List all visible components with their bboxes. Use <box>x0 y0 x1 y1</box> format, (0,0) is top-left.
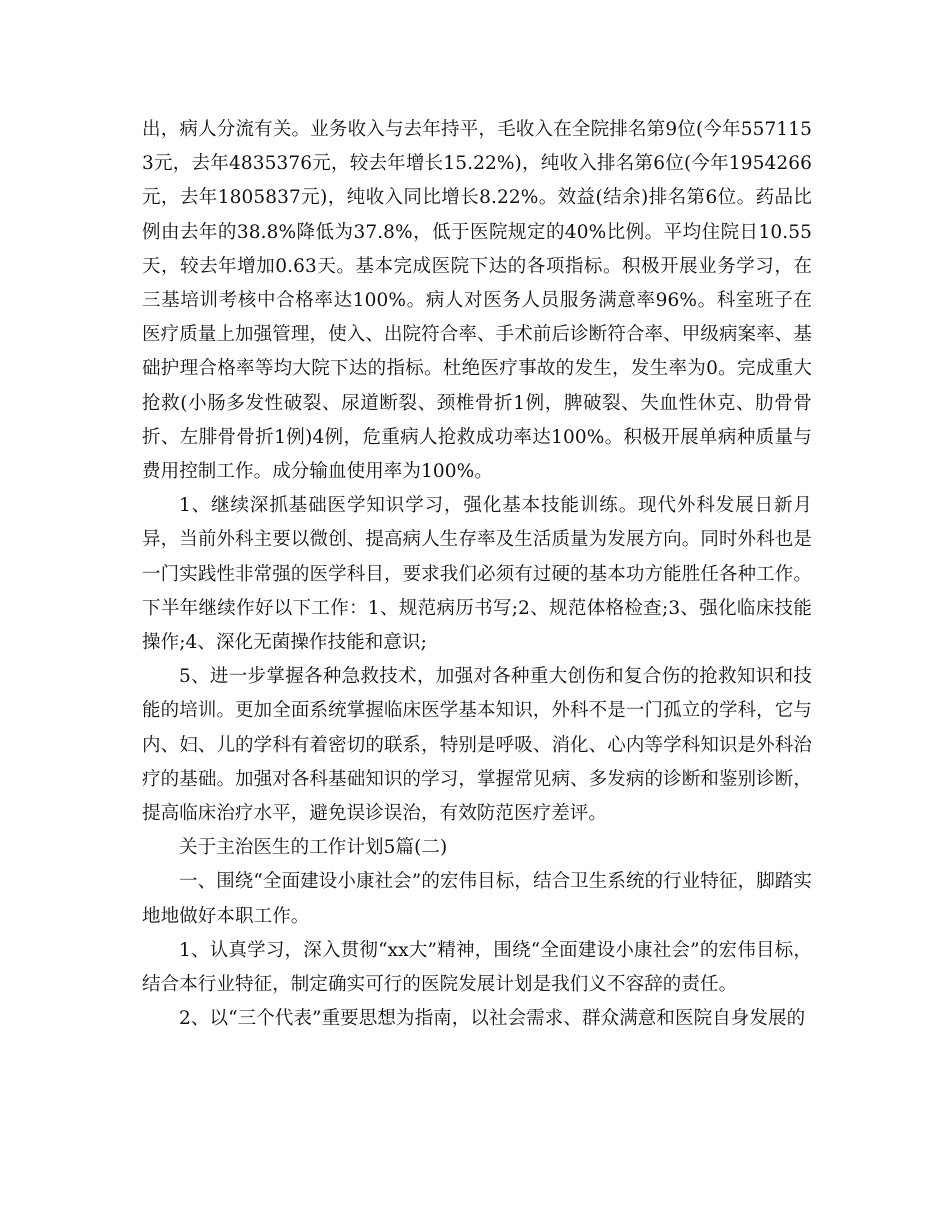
paragraph-3: 5、进一步掌握各种急救技术，加强对各种重大创伤和复合伤的抢救知识和技能的培训。更加全面系统掌握临床医学基本知识，外科不是一门孤立的学科，它与内、妇、儿的学科有着密切的联系，特别是呼吸、消化、心内等学科知识是外科治疗的基础。加强对各科基础知识的学习，掌握常见病、多发病的诊断和鉴别诊断，提高临床治疗水平，避免误诊误治，有效防范医疗差评。 <box>142 666 812 825</box>
document-body <box>142 113 812 1036</box>
paragraph-6: 2、以“三个代表”重要思想为指南，以社会需求、群众满意和医院自身发展的 <box>179 1008 806 1030</box>
section-heading: 关于主治医生的工作计划5篇(二) <box>179 837 448 859</box>
paragraph-2: 1、继续深抓基础医学知识学习，强化基本技能训练。现代外科发展日新月异，当前外科主要以微创、提高病人生存率及生活质量为发展方向。同时外科也是一门实践性非常强的医学科目，要求我们必须有过硬的基本功方能胜任各种工作。下半年继续作好以下工作：1、规范病历书写;2、规范体格检查;3、强化临床技能操作;4、深化无菌操作技能和意识; <box>142 495 812 654</box>
paragraph-1: 出，病人分流有关。业务收入与去年持平，毛收入在全院排名第9位(今年5571153元，去年4835376元，较去年增长15.22%)，纯收入排名第6位(今年1954266元，去年1805837元)，纯收入同比增长8.22%。效益(结余)排名第6位。药品比例由去年的38.8%降低为37.8%，低于医院规定的40%比例。平均住院日10.55天，较去年增加0.63天。基本完成医院下达的各项指标。积极开展业务学习，在三基培训考核中合格率达100%。病人对医务人员服务满意率96%。科室班子在医疗质量上加强管理，使入、出院符合率、手术前后诊断符合率、甲级病案率、基础护理合格率等均大院下达的指标。杜绝医疗事故的发生，发生率为0。完成重大抢救(小肠多发性破裂、尿道断裂、颈椎骨折1例，脾破裂、失血性休克、肋骨骨折、左腓骨骨折1例)4例，危重病人抢救成功率达100%。积极开展单病种质量与费用控制工作。成分输血使用率为100%。 <box>142 119 812 483</box>
paragraph-5: 1、认真学习，深入贯彻“xx大”精神，围绕“全面建设小康社会”的宏伟目标，结合本行业特征，制定确实可行的医院发展计划是我们义不容辞的责任。 <box>142 939 812 996</box>
paragraph-4: 一、围绕“全面建设小康社会”的宏伟目标，结合卫生系统的行业特征，脚踏实地地做好本职工作。 <box>142 871 812 927</box>
